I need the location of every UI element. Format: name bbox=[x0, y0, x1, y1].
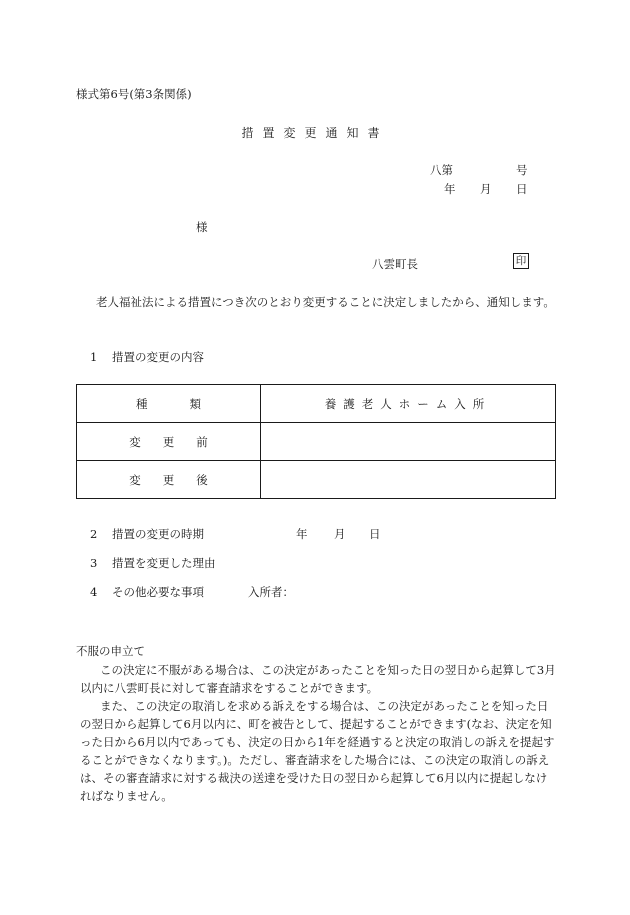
change-date-month: 月 bbox=[334, 527, 346, 541]
admittee-label: 入所者： bbox=[248, 585, 294, 599]
section-4-label: その他必要な事項 bbox=[111, 585, 204, 599]
issue-date-year: 年 bbox=[444, 182, 456, 196]
section-4-number: 4 bbox=[90, 585, 98, 599]
type-label: 種類 bbox=[77, 385, 261, 423]
change-details-table bbox=[76, 384, 556, 499]
after-value bbox=[261, 461, 556, 499]
section-2-number: 2 bbox=[90, 527, 98, 541]
issue-date-month: 月 bbox=[480, 182, 492, 196]
table-row-after bbox=[77, 461, 556, 499]
document-number-line bbox=[430, 162, 528, 178]
change-date-year: 年 bbox=[296, 527, 308, 541]
appeal-paragraph-1: この決定に不服がある場合は、この決定があったことを知った日の翌日から起算して3月以内に八雲町長に対して審査請求をすることができます。 bbox=[80, 663, 556, 695]
type-value: 養護老人ホーム入所 bbox=[261, 385, 556, 423]
table-row-type bbox=[77, 385, 556, 423]
before-label: 変更前 bbox=[77, 423, 261, 461]
change-date-day: 日 bbox=[369, 527, 381, 541]
section-2-label: 措置の変更の時期 bbox=[111, 527, 204, 541]
section-3 bbox=[90, 555, 215, 571]
section-2 bbox=[90, 526, 381, 542]
issuer-name: 八雲町長 bbox=[372, 257, 418, 271]
section-1-number: 1 bbox=[90, 350, 98, 364]
section-3-number: 3 bbox=[90, 556, 98, 570]
number-prefix: 八第 bbox=[430, 163, 453, 177]
issue-date-day: 日 bbox=[516, 182, 528, 196]
number-suffix: 号 bbox=[516, 163, 528, 177]
appeal-paragraph-2: また、この決定の取消しを求める訴えをする場合は、この決定があったことを知った日の翌日から起算して6月以内に、町を被告として、提起することができます(なお、決定を知った日から6月以内であっても、決定の日から1年を経過すると決定の取消しの訴えを提起することができなくなります。)。ただし、審査請求をした場合には、この決定の取消しの訴えは、その審査請求に対する裁決の送達を受けた日の翌日から起算して6月以内に提起しなければなりません。 bbox=[80, 699, 555, 803]
form-number: 様式第6号(第3条関係) bbox=[76, 87, 192, 101]
document-title: 措置変更通知書 bbox=[241, 126, 389, 140]
notice-body: 老人福祉法による措置につき次のとおり変更することに決定しましたから、通知します。 bbox=[96, 295, 555, 309]
table-row-before bbox=[77, 423, 556, 461]
seal-mark: 印 bbox=[513, 253, 529, 269]
before-value bbox=[261, 423, 556, 461]
section-3-label: 措置を変更した理由 bbox=[111, 556, 216, 570]
section-4 bbox=[90, 584, 294, 600]
addressee-suffix: 様 bbox=[196, 220, 208, 234]
appeal-title: 不服の申立て bbox=[76, 644, 145, 658]
section-1-label: 措置の変更の内容 bbox=[111, 350, 204, 364]
section-1 bbox=[90, 349, 204, 365]
after-label: 変更後 bbox=[77, 461, 261, 499]
